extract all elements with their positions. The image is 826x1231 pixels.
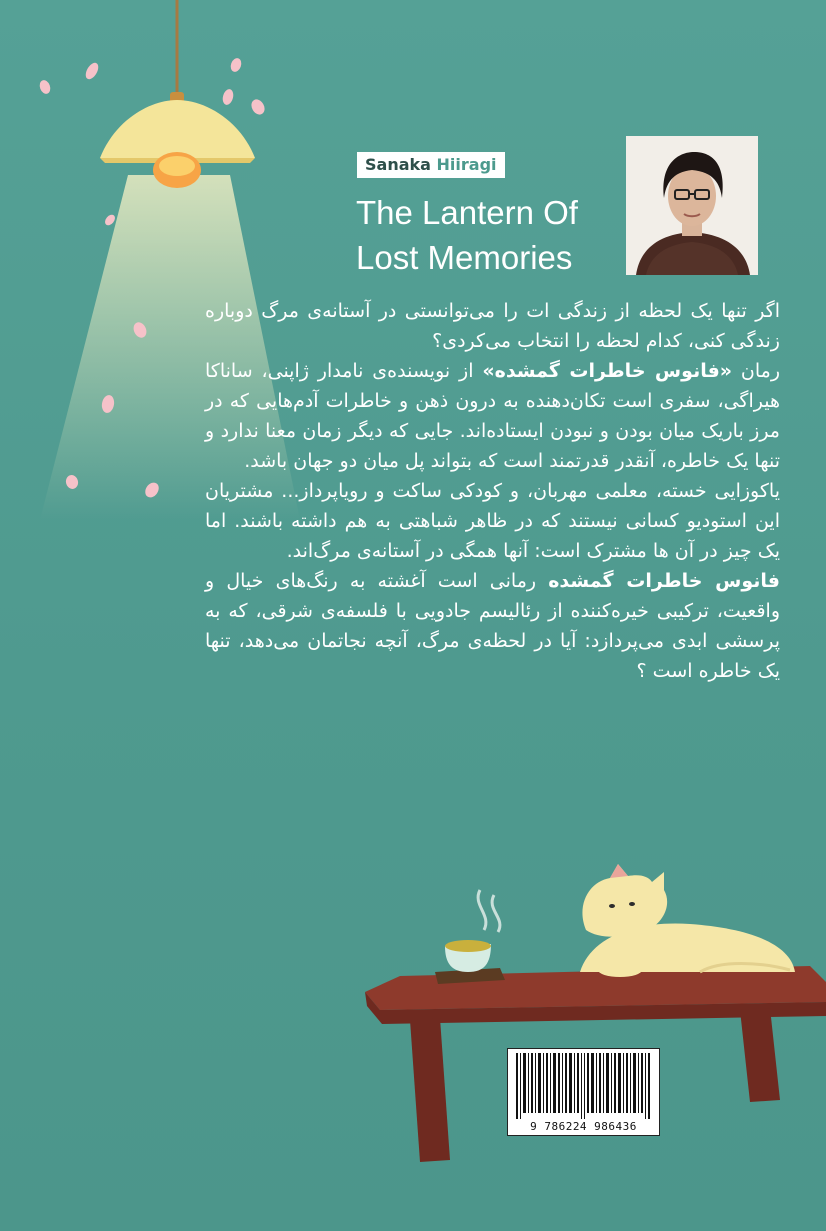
blurb-paragraph-1: اگر تنها یک لحظه از زندگی ات را می‌توانستی در آستانه‌ی مرگ دوباره زندگی کنی، کدام لحظه را انتخاب می‌کردی؟ (205, 300, 780, 352)
barcode-icon (508, 1053, 659, 1123)
barcode-digits: 9 786224 986436 (530, 1120, 637, 1133)
title-line-1: The Lantern Of (356, 194, 578, 231)
author-photo (626, 136, 758, 275)
cat-illustration (580, 864, 795, 977)
author-last-name: Hiiragi (436, 155, 497, 174)
blurb-p2-prefix: رمان (732, 360, 780, 382)
blurb-p2-text: از نویسنده‌ی نامدار ژاپنی، ساناکا هیراگی، سفری است تکان‌دهنده به درون ذهن و خاطرات آدم‌هایی که در مرز باریک میان بودن و نبودن ایستاده‌اند. جایی که دیگر زمان معنا ندارد و تنها یک خاطره، آنقدر قدرتمند است که بتواند پل میان دو جهان باشد. (205, 360, 780, 472)
blurb-paragraph-3: یاکوزایی خسته، معلمی مهربان، و کودکی ساکت و رویاپرداز... مشتریان این استودیو کسانی نیستند که در ظاهر شباهتی به هم داشته باشند. اما یک چیز در آن ها مشترک است: آنها همگی در آستانه‌ی مرگ‌اند. (205, 480, 780, 562)
scene-illustration (0, 860, 826, 1231)
blurb-paragraph-4 (205, 566, 780, 686)
blurb-p4-text: رمانی است آغشته به رنگ‌های خیال و واقعیت، ترکیبی خیره‌کننده از رئالیسم جادویی با فلسفه‌ی شرقی، که به پرسشی ابدی می‌پردازد: آیا در لحظه‌ی مرگ، آنچه نجاتمان می‌دهد، تنها یک خاطره است ؟ (205, 570, 780, 682)
barcode (507, 1048, 660, 1136)
blurb-p4-book-title: فانوس خاطرات گمشده (548, 570, 780, 592)
book-title (356, 190, 626, 280)
blurb-p2-book-title: «فانوس خاطرات گمشده» (482, 360, 733, 382)
tea-cup-icon (435, 890, 505, 984)
author-name-tag (357, 152, 505, 178)
author-first-name: Sanaka (365, 155, 431, 174)
title-line-2: Lost Memories (356, 239, 573, 276)
blurb-paragraph-2 (205, 356, 780, 476)
book-blurb (205, 296, 780, 686)
